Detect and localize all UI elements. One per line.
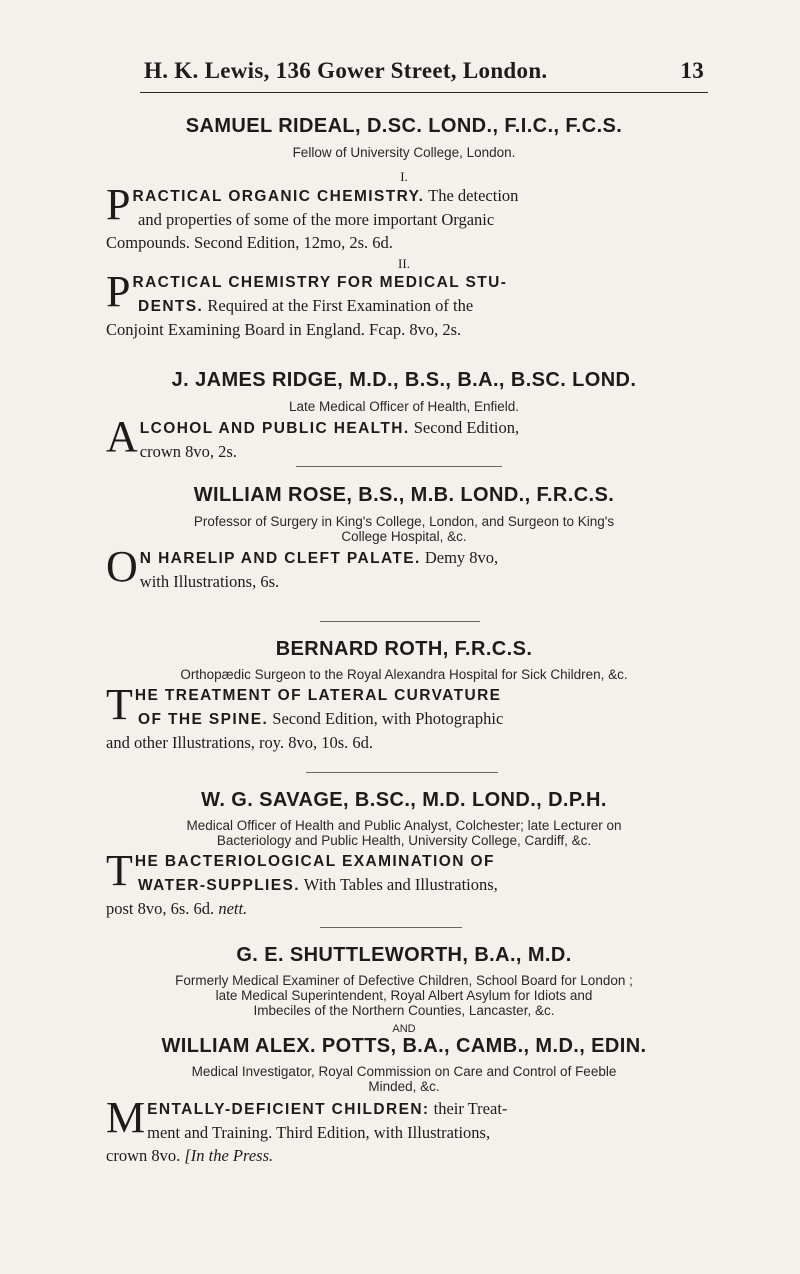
drop-cap: P — [106, 180, 131, 229]
section-rule — [296, 466, 502, 467]
author-name: SAMUEL RIDEAL, D.SC. LOND., F.I.C., F.C.S. — [185, 115, 623, 137]
book-title: N HARELIP AND CLEFT PALATE. — [139, 550, 421, 567]
author-affiliation: Late Medical Officer of Health, Enfield. — [288, 399, 520, 414]
coauthor-name: WILLIAM ALEX. POTTS, B.A., CAMB., M.D., EDIN. — [161, 1035, 647, 1057]
work-numeral: II. — [398, 256, 410, 271]
book-title: ENTALLY-DEFICIENT CHILDREN: — [147, 1101, 430, 1118]
coauthor-affiliation: Minded, &c. — [368, 1079, 440, 1094]
author-affiliation: Professor of Surgery in King's College, London, and Surgeon to King's — [193, 514, 615, 529]
press-status: [In the Press. — [184, 1146, 274, 1165]
work-numeral: I. — [400, 169, 408, 184]
section-rule — [320, 621, 480, 622]
book-entry: P RACTICAL ORGANIC CHEMISTRY. The detection and properties of some of the more important Organic Compounds. Second Edition, 12mo, 2s. 6d. — [106, 180, 519, 252]
drop-cap: T — [106, 680, 133, 729]
section-rule — [320, 927, 462, 928]
book-title: HE TREATMENT OF LATERAL CURVATURE — [134, 687, 502, 704]
book-entry: P RACTICAL CHEMISTRY FOR MEDICAL STU- DENTS. Required at the First Examination of the Conjoint Examining Board in England. Fcap. 8vo, 2s. — [106, 271, 706, 341]
drop-cap: P — [106, 267, 131, 316]
author-name: WILLIAM ROSE, B.S., M.B. LOND., F.R.C.S. — [193, 484, 615, 506]
author-affiliation: Bacteriology and Public Health, University College, Cardiff, &c. — [216, 833, 592, 848]
book-title: RACTICAL CHEMISTRY FOR MEDICAL STU- — [132, 274, 508, 291]
page-number: 13 — [680, 58, 704, 83]
drop-cap: M — [106, 1093, 146, 1142]
drop-cap: A — [106, 412, 138, 461]
author-name: G. E. SHUTTLEWORTH, B.A., M.D. — [236, 944, 572, 966]
author-name: J. JAMES RIDGE, M.D., B.S., B.A., B.SC. LOND. — [171, 369, 637, 391]
publisher-address: H. K. Lewis, 136 Gower Street, London. — [144, 58, 548, 83]
header-rule — [140, 92, 708, 93]
running-header — [144, 58, 704, 84]
author-affiliation: late Medical Superintendent, Royal Albert Asylum for Idiots and — [215, 988, 593, 1003]
section-rule — [306, 772, 498, 773]
book-entry: A LCOHOL AND PUBLIC HEALTH. Second Edition, crown 8vo, 2s. — [106, 412, 520, 461]
author-affiliation: Formerly Medical Examiner of Defective Children, School Board for London ; — [175, 973, 633, 988]
book-entry: O N HARELIP AND CLEFT PALATE. Demy 8vo, with Illustrations, 6s. — [106, 542, 499, 591]
drop-cap: T — [106, 846, 133, 895]
book-entry: T HE BACTERIOLOGICAL EXAMINATION OF WATER-SUPPLIES. With Tables and Illustrations, post 8vo, 6s. 6d. nett. — [106, 850, 706, 920]
author-name: W. G. SAVAGE, B.SC., M.D. LOND., D.P.H. — [201, 789, 607, 811]
book-title: RACTICAL ORGANIC CHEMISTRY. — [132, 188, 425, 205]
book-entry: T HE TREATMENT OF LATERAL CURVATURE OF THE SPINE. Second Edition, with Photographic and other Illustrations, roy. 8vo, 10s. 6d. — [106, 684, 706, 754]
author-affiliation: College Hospital, &c. — [341, 529, 467, 544]
author-name: BERNARD ROTH, F.R.C.S. — [275, 638, 533, 660]
conjunction: AND — [392, 1023, 416, 1035]
book-entry: M ENTALLY-DEFICIENT CHILDREN: their Treat- ment and Training. Third Edition, with Illustrations, crown 8vo. [In the Press. — [106, 1093, 508, 1165]
author-affiliation: Orthopædic Surgeon to the Royal Alexandra Hospital for Sick Children, &c. — [180, 667, 628, 682]
author-affiliation: Imbeciles of the Northern Counties, Lancaster, &c. — [253, 1003, 555, 1018]
drop-cap: O — [106, 542, 138, 591]
author-affiliation: Fellow of University College, London. — [292, 145, 516, 160]
author-affiliation: Medical Officer of Health and Public Analyst, Colchester; late Lecturer on — [186, 818, 622, 833]
book-title: HE BACTERIOLOGICAL EXAMINATION OF — [134, 853, 495, 870]
coauthor-affiliation: Medical Investigator, Royal Commission on Care and Control of Feeble — [191, 1064, 617, 1079]
book-title: LCOHOL AND PUBLIC HEALTH. — [139, 420, 410, 437]
